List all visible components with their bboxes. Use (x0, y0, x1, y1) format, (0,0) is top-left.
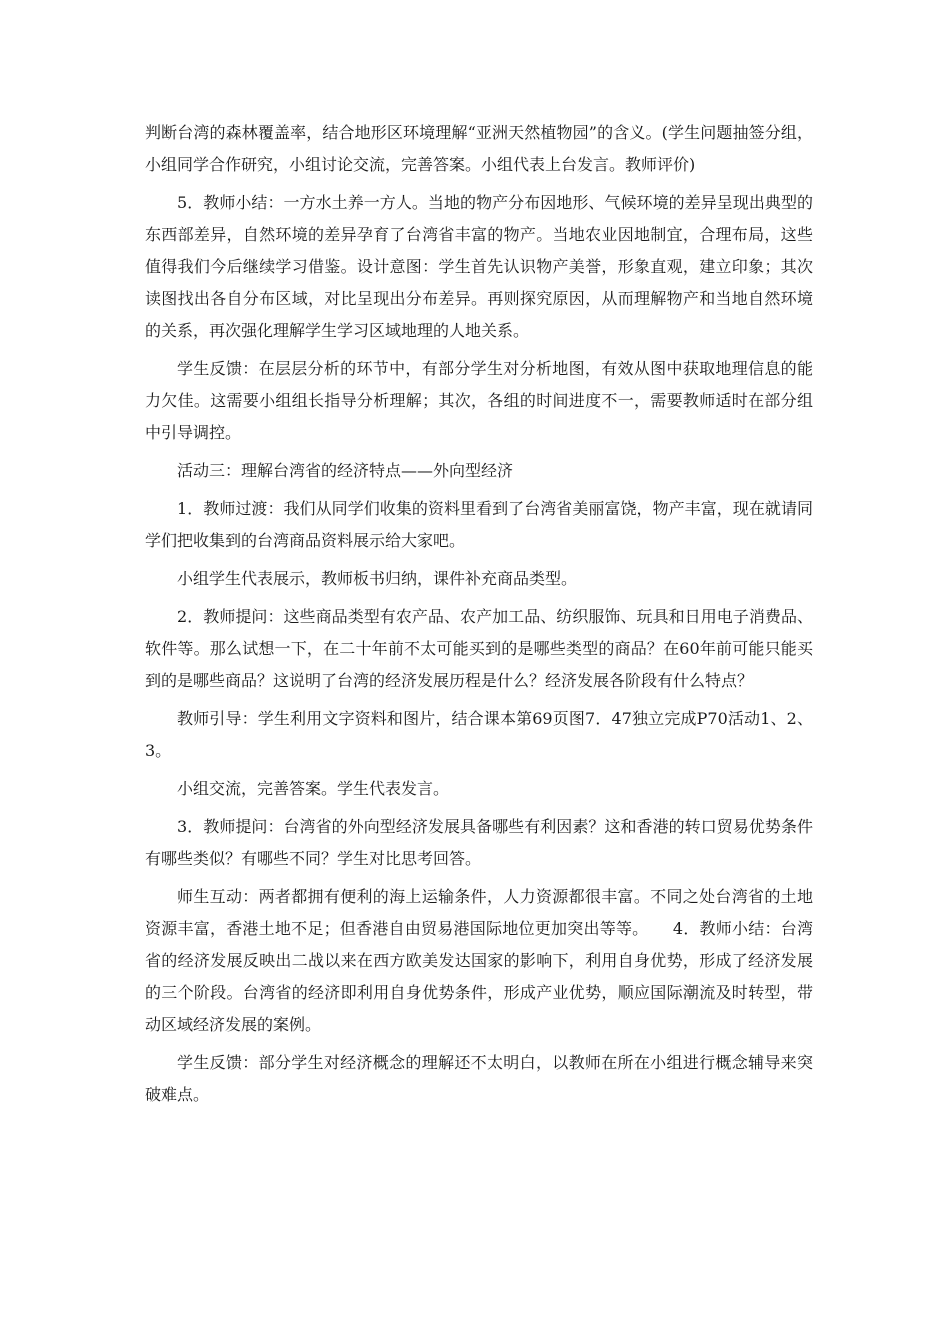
paragraph-teacher-guidance: 教师引导：学生利用文字资料和图片，结合课本第69页图7．47独立完成P70活动1、2、3。 (145, 709, 813, 760)
paragraph-teacher-transition-1: 1．教师过渡：我们从同学们收集的资料里看到了台湾省美丽富饶，物产丰富，现在就请同学们把收集到的台湾商品资料展示给大家吧。 (145, 499, 813, 550)
paragraph-activity-three-heading: 活动三：理解台湾省的经济特点——外向型经济 (177, 461, 514, 480)
paragraph-teacher-student-interaction: 师生互动：两者都拥有便利的海上运输条件，人力资源都很丰富。不同之处台湾省的土地资源丰富，香港土地不足；但香港自由贸易港国际地位更加突出等等。 4．教师小结：台湾省的经济发展反映出二战以来在西方欧美发达国家的影响下，利用自身优势，形成了经济发展的三个阶段。台湾省的经济即利用自身优势条件，形成产业优势，顺应国际潮流及时转型，带动区域经济发展的案例。 (145, 887, 813, 1034)
paragraph-student-feedback-2: 学生反馈：部分学生对经济概念的理解还不太明白，以教师在所在小组进行概念辅导来突破难点。 (145, 1053, 813, 1104)
paragraph-group-exchange: 小组交流，完善答案。学生代表发言。 (177, 779, 450, 798)
document-body (145, 117, 813, 1117)
paragraph-student-feedback-1: 学生反馈：在层层分析的环节中，有部分学生对分析地图，有效从图中获取地理信息的能力欠佳。这需要小组组长指导分析理解；其次，各组的时间进度不一，需要教师适时在部分组中引导调控。 (145, 359, 813, 442)
paragraph-teacher-question-3: 3．教师提问：台湾省的外向型经济发展具备哪些有利因素？这和香港的转口贸易优势条件有哪些类似？有哪些不同？学生对比思考回答。 (145, 817, 813, 868)
paragraph-teacher-summary-5: 5．教师小结：一方水土养一方人。当地的物产分布因地形、气候环境的差异呈现出典型的东西部差异，自然环境的差异孕育了台湾省丰富的物产。当地农业因地制宜，合理布局，这些值得我们今后继续学习借鉴。设计意图：学生首先认识物产美誉，形象直观，建立印象；其次读图找出各自分布区域，对比呈现出分布差异。再则探究原因，从而理解物产和当地自然环境的关系，再次强化理解学生学习区域地理的人地关系。 (145, 193, 813, 340)
paragraph-forest-coverage: 判断台湾的森林覆盖率，结合地形区环境理解“亚洲天然植物园”的含义。(学生问题抽签分组，小组同学合作研究，小组讨论交流，完善答案。小组代表上台发言。教师评价) (145, 123, 813, 174)
paragraph-teacher-question-2: 2．教师提问：这些商品类型有农产品、农产加工品、纺织服饰、玩具和日用电子消费品、软件等。那么试想一下，在二十年前不太可能买到的是哪些类型的商品？在60年前可能只能买到的是哪些商品？这说明了台湾的经济发展历程是什么？经济发展各阶段有什么特点？ (145, 607, 813, 690)
paragraph-group-display: 小组学生代表展示，教师板书归纳，课件补充商品类型。 (177, 569, 578, 588)
